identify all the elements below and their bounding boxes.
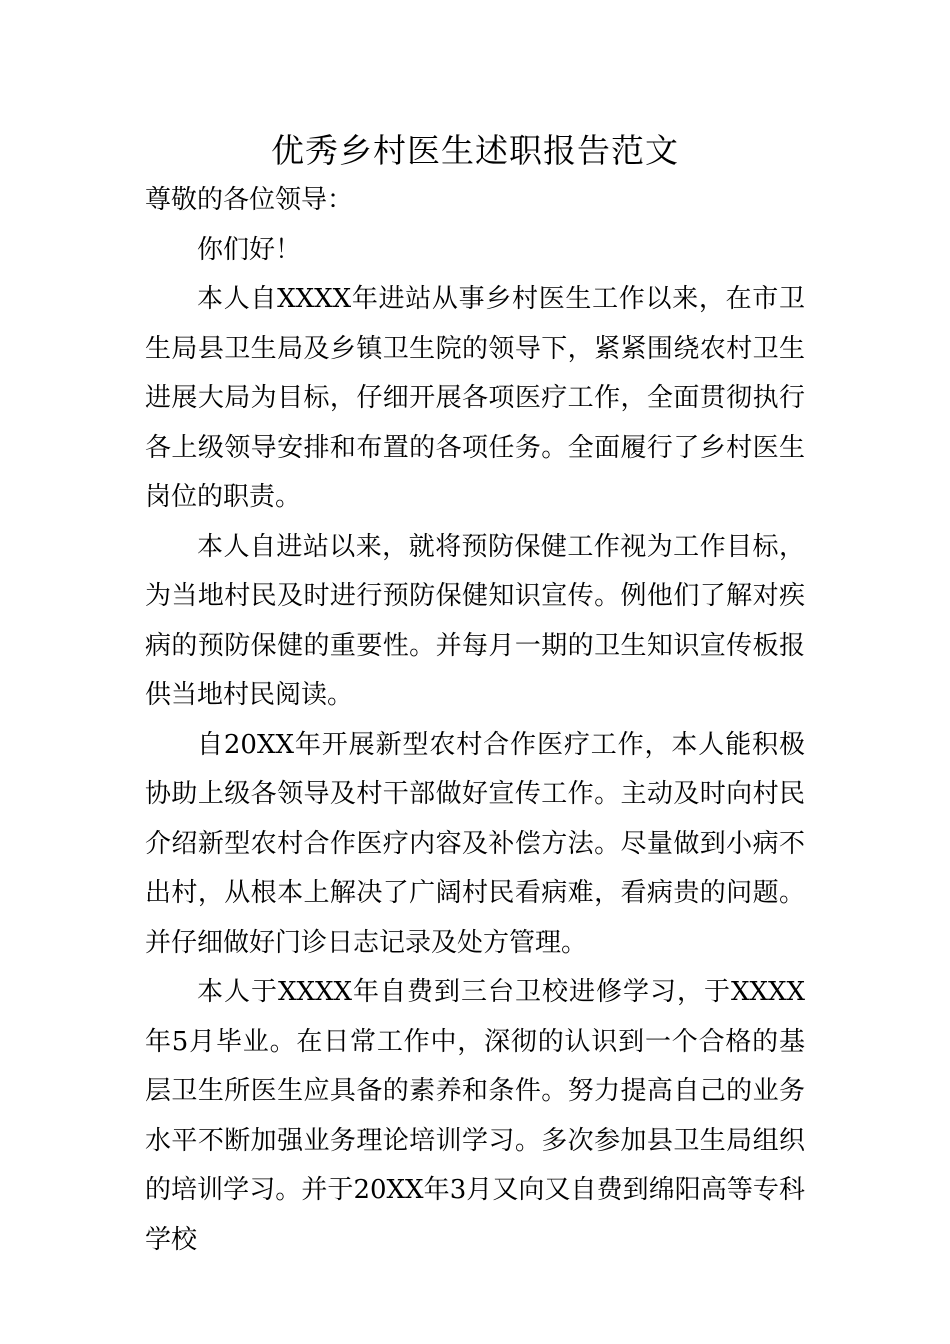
document-body xyxy=(145,176,805,1265)
greeting: 你们好！ xyxy=(197,234,302,265)
paragraph: 本人于XXXX年自费到三台卫校进修学习，于XXXX年5月毕业。在日常工作中，深彻的认识到一个合格的基层卫生所医生应具备的素养和条件。努力提高自己的业务水平不断加强业务理论培训学习。多次参加县卫生局组织的培训学习。并于20XX年3月又向又自费到绵阳高等专科学校 xyxy=(145,977,805,1255)
paragraph: 本人自进站以来，就将预防保健工作视为工作目标，为当地村民及时进行预防保健知识宣传。例他们了解对疾病的预防保健的重要性。并每月一期的卫生知识宣传板报供当地村民阅读。 xyxy=(145,531,805,710)
paragraph: 自20XX年开展新型农村合作医疗工作，本人能积极协助上级各领导及村干部做好宣传工作。主动及时向村民介绍新型农村合作医疗内容及补偿方法。尽量做到小病不出村，从根本上解决了广阔村民看病难，看病贵的问题。并仔细做好门诊日志记录及处方管理。 xyxy=(145,729,805,958)
document-title: 优秀乡村医生述职报告范文 xyxy=(271,131,679,170)
salutation: 尊敬的各位领导： xyxy=(145,185,354,215)
paragraph: 本人自XXXX年进站从事乡村医生工作以来，在市卫生局县卫生局及乡镇卫生院的领导下，紧紧围绕农村卫生进展大局为目标，仔细开展各项医疗工作，全面贯彻执行各上级领导安排和布置的各项任务。全面履行了乡村医生岗位的职责。 xyxy=(145,284,805,512)
